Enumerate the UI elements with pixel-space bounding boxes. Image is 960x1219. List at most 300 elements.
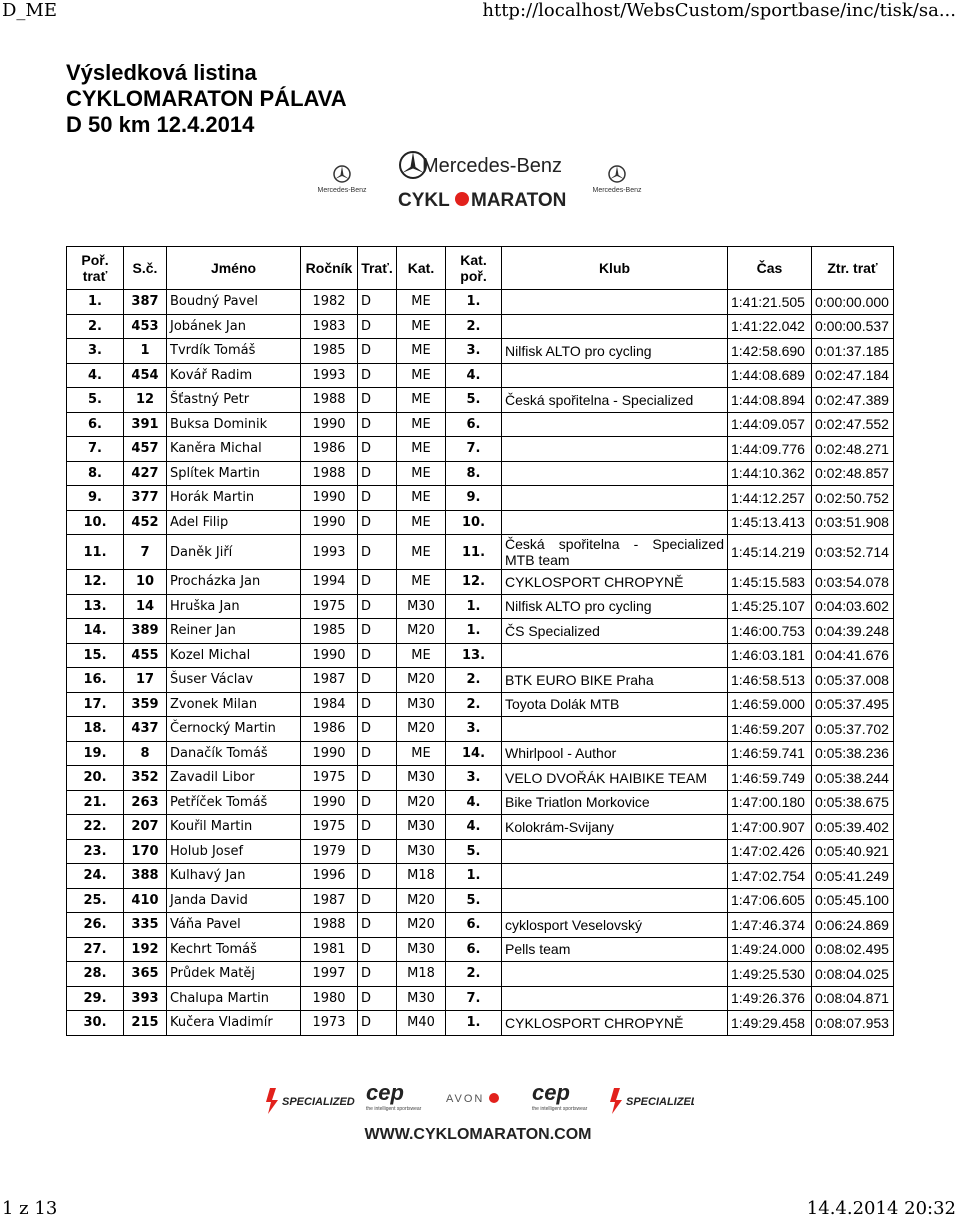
cell-por: 26.: [67, 913, 124, 938]
title-line-1: Výsledková listina: [66, 60, 257, 85]
mercedes-star-right-icon: [609, 166, 625, 182]
cell-sc: 192: [124, 937, 167, 962]
cell-trat: D: [358, 766, 397, 791]
cell-cas: 1:45:25.107: [728, 594, 812, 619]
cell-rocnik: 1975: [301, 594, 358, 619]
cell-katpor: 2.: [446, 314, 502, 339]
cell-cas: 1:44:08.894: [728, 388, 812, 413]
cell-kat: M20: [397, 717, 446, 742]
cell-trat: D: [358, 461, 397, 486]
cell-kat: ME: [397, 510, 446, 535]
cell-por: 10.: [67, 510, 124, 535]
cell-trat: D: [358, 986, 397, 1011]
cell-jmeno: Kouřil Martin: [167, 815, 301, 840]
table-row: [67, 486, 894, 511]
cell-katpor: 13.: [446, 643, 502, 668]
cell-jmeno: Šťastný Petr: [167, 388, 301, 413]
cell-klub: Česká spořitelna - Specialized: [502, 388, 728, 413]
cell-kat: M20: [397, 913, 446, 938]
cell-ztr: 0:08:02.495: [812, 937, 894, 962]
cell-sc: 10: [124, 570, 167, 595]
cell-ztr: 0:05:37.008: [812, 668, 894, 693]
cell-kat: M30: [397, 986, 446, 1011]
cell-klub: Česká spořitelna - Specialized MTB team: [502, 535, 728, 570]
cell-por: 16.: [67, 668, 124, 693]
cell-rocnik: 1988: [301, 913, 358, 938]
cell-jmeno: Daněk Jiří: [167, 535, 301, 570]
cell-rocnik: 1994: [301, 570, 358, 595]
cell-sc: 427: [124, 461, 167, 486]
cell-kat: M30: [397, 839, 446, 864]
cell-por: 18.: [67, 717, 124, 742]
col-header-trat: Trať.: [358, 247, 397, 290]
cell-ztr: 0:05:38.675: [812, 790, 894, 815]
table-row: [67, 962, 894, 987]
cell-jmeno: Horák Martin: [167, 486, 301, 511]
cell-jmeno: Šuser Václav: [167, 668, 301, 693]
table-row: [67, 815, 894, 840]
cell-katpor: 8.: [446, 461, 502, 486]
cell-cas: 1:46:00.753: [728, 619, 812, 644]
cell-klub: ČS Specialized: [502, 619, 728, 644]
avon-text: AVON: [446, 1093, 485, 1105]
cell-ztr: 0:03:51.908: [812, 510, 894, 535]
cell-kat: ME: [397, 363, 446, 388]
brand-left-text: Mercedes-Benz: [317, 187, 367, 194]
cell-trat: D: [358, 668, 397, 693]
table-row: [67, 986, 894, 1011]
cell-cas: 1:46:59.000: [728, 692, 812, 717]
cell-por: 11.: [67, 535, 124, 570]
cell-por: 30.: [67, 1011, 124, 1036]
cell-sc: 388: [124, 864, 167, 889]
cell-katpor: 9.: [446, 486, 502, 511]
cell-sc: 14: [124, 594, 167, 619]
cell-trat: D: [358, 290, 397, 315]
table-row: [67, 339, 894, 364]
cell-rocnik: 1975: [301, 766, 358, 791]
cell-jmeno: Petříček Tomáš: [167, 790, 301, 815]
cell-sc: 170: [124, 839, 167, 864]
cell-sc: 359: [124, 692, 167, 717]
cell-kat: ME: [397, 570, 446, 595]
cell-ztr: 0:00:00.537: [812, 314, 894, 339]
print-header-url: http://localhost/WebsCustom/sportbase/inc/tisk/sa...: [482, 0, 956, 21]
cell-ztr: 0:05:40.921: [812, 839, 894, 864]
cell-jmeno: Kaněra Michal: [167, 437, 301, 462]
cell-cas: 1:47:00.907: [728, 815, 812, 840]
table-row: [67, 717, 894, 742]
cell-jmeno: Tvrdík Tomáš: [167, 339, 301, 364]
cell-cas: 1:45:15.583: [728, 570, 812, 595]
cell-jmeno: Reiner Jan: [167, 619, 301, 644]
cell-kat: M18: [397, 962, 446, 987]
cell-cas: 1:44:10.362: [728, 461, 812, 486]
cell-kat: ME: [397, 412, 446, 437]
cell-ztr: 0:01:37.185: [812, 339, 894, 364]
cell-por: 1.: [67, 290, 124, 315]
table-row: [67, 741, 894, 766]
cell-cas: 1:45:14.219: [728, 535, 812, 570]
cell-cas: 1:47:06.605: [728, 888, 812, 913]
table-row: [67, 643, 894, 668]
cell-klub: [502, 363, 728, 388]
page-number: 1 z 13: [2, 1198, 58, 1219]
specialized-left-logo: [266, 1088, 355, 1114]
cell-ztr: 0:03:52.714: [812, 535, 894, 570]
cell-por: 14.: [67, 619, 124, 644]
cell-ztr: 0:02:48.271: [812, 437, 894, 462]
cell-katpor: 1.: [446, 1011, 502, 1036]
table-row: [67, 290, 894, 315]
table-row: [67, 570, 894, 595]
cell-por: 9.: [67, 486, 124, 511]
cell-katpor: 11.: [446, 535, 502, 570]
cell-trat: D: [358, 388, 397, 413]
cell-por: 3.: [67, 339, 124, 364]
cep-right-text: cep: [532, 1080, 570, 1105]
cell-klub: Nilfisk ALTO pro cycling: [502, 594, 728, 619]
cell-sc: 7: [124, 535, 167, 570]
table-row: [67, 535, 894, 570]
col-header-rocnik: Ročník: [301, 247, 358, 290]
cell-rocnik: 1990: [301, 486, 358, 511]
mercedes-star-left-icon: [334, 166, 350, 182]
cell-jmeno: Boudný Pavel: [167, 290, 301, 315]
cell-por: 5.: [67, 388, 124, 413]
cell-kat: M30: [397, 815, 446, 840]
col-header-katpor: Kat. poř.: [446, 247, 502, 290]
cell-katpor: 2.: [446, 962, 502, 987]
cell-katpor: 7.: [446, 986, 502, 1011]
cell-kat: ME: [397, 388, 446, 413]
table-row: [67, 314, 894, 339]
cell-sc: 410: [124, 888, 167, 913]
table-row: [67, 766, 894, 791]
cell-rocnik: 1987: [301, 888, 358, 913]
cell-trat: D: [358, 839, 397, 864]
cell-jmeno: Holub Josef: [167, 839, 301, 864]
cell-rocnik: 1973: [301, 1011, 358, 1036]
cell-trat: D: [358, 594, 397, 619]
cell-rocnik: 1983: [301, 314, 358, 339]
cell-trat: D: [358, 962, 397, 987]
cell-kat: M20: [397, 619, 446, 644]
cell-ztr: 0:04:41.676: [812, 643, 894, 668]
col-header-ztr: Ztr. trať: [812, 247, 894, 290]
cell-ztr: 0:05:45.100: [812, 888, 894, 913]
cell-sc: 391: [124, 412, 167, 437]
cell-rocnik: 1997: [301, 962, 358, 987]
cell-cas: 1:47:02.426: [728, 839, 812, 864]
cell-katpor: 7.: [446, 437, 502, 462]
cell-klub: [502, 412, 728, 437]
cell-kat: ME: [397, 437, 446, 462]
cep-right-tagline: the intelligent sportswear: [532, 1106, 588, 1112]
table-header-row: [67, 247, 894, 290]
cell-rocnik: 1987: [301, 668, 358, 693]
cell-cas: 1:41:21.505: [728, 290, 812, 315]
cell-por: 27.: [67, 937, 124, 962]
cell-por: 20.: [67, 766, 124, 791]
col-header-cas: Čas: [728, 247, 812, 290]
cell-trat: D: [358, 888, 397, 913]
cell-rocnik: 1990: [301, 412, 358, 437]
cell-sc: 17: [124, 668, 167, 693]
cell-ztr: 0:05:37.702: [812, 717, 894, 742]
cell-rocnik: 1993: [301, 363, 358, 388]
cell-sc: 393: [124, 986, 167, 1011]
cell-cas: 1:47:46.374: [728, 913, 812, 938]
cell-trat: D: [358, 570, 397, 595]
cell-cas: 1:49:26.376: [728, 986, 812, 1011]
cell-kat: M30: [397, 766, 446, 791]
table-row: [67, 668, 894, 693]
table-row: [67, 363, 894, 388]
results-table: [66, 246, 894, 1036]
cell-katpor: 3.: [446, 766, 502, 791]
cell-ztr: 0:05:41.249: [812, 864, 894, 889]
specialized-left-text: SPECIALIZED: [282, 1096, 355, 1108]
cell-rocnik: 1990: [301, 643, 358, 668]
cell-cas: 1:46:58.513: [728, 668, 812, 693]
cell-rocnik: 1990: [301, 741, 358, 766]
cell-sc: 389: [124, 619, 167, 644]
cell-kat: ME: [397, 643, 446, 668]
table-row: [67, 388, 894, 413]
cell-trat: D: [358, 937, 397, 962]
cell-ztr: 0:00:00.000: [812, 290, 894, 315]
table-row: [67, 510, 894, 535]
cell-jmeno: Kovář Radim: [167, 363, 301, 388]
cell-klub: Kolokrám-Svijany: [502, 815, 728, 840]
table-row: [67, 692, 894, 717]
cell-rocnik: 1986: [301, 437, 358, 462]
cell-jmeno: Kulhavý Jan: [167, 864, 301, 889]
cell-klub: Nilfisk ALTO pro cycling: [502, 339, 728, 364]
cell-ztr: 0:08:04.025: [812, 962, 894, 987]
col-header-por: Poř. trať: [67, 247, 124, 290]
cell-trat: D: [358, 741, 397, 766]
cell-ztr: 0:05:38.244: [812, 766, 894, 791]
cell-kat: ME: [397, 461, 446, 486]
cell-cas: 1:44:09.776: [728, 437, 812, 462]
cell-jmeno: Váňa Pavel: [167, 913, 301, 938]
cell-cas: 1:49:25.530: [728, 962, 812, 987]
cell-trat: D: [358, 412, 397, 437]
cell-jmeno: Průdek Matěj: [167, 962, 301, 987]
cell-jmeno: Adel Filip: [167, 510, 301, 535]
cep-left-tagline: the intelligent sportswear: [366, 1106, 422, 1112]
cell-trat: D: [358, 535, 397, 570]
cell-klub: Toyota Dolák MTB: [502, 692, 728, 717]
cell-sc: 263: [124, 790, 167, 815]
print-datetime: 14.4.2014 20:32: [806, 1198, 956, 1219]
table-row: [67, 839, 894, 864]
cell-cas: 1:46:59.749: [728, 766, 812, 791]
cell-trat: D: [358, 1011, 397, 1036]
cell-klub: [502, 643, 728, 668]
cell-sc: 455: [124, 643, 167, 668]
cell-sc: 452: [124, 510, 167, 535]
table-row: [67, 412, 894, 437]
cell-ztr: 0:02:50.752: [812, 486, 894, 511]
cell-ztr: 0:02:47.389: [812, 388, 894, 413]
cell-jmeno: Zavadil Libor: [167, 766, 301, 791]
cell-klub: [502, 314, 728, 339]
website-text: WWW.CYKLOMARATON.COM: [364, 1126, 592, 1143]
cell-katpor: 5.: [446, 388, 502, 413]
cell-rocnik: 1979: [301, 839, 358, 864]
cell-katpor: 2.: [446, 668, 502, 693]
cell-katpor: 1.: [446, 594, 502, 619]
cell-cas: 1:49:24.000: [728, 937, 812, 962]
cell-sc: 335: [124, 913, 167, 938]
cell-klub: Pells team: [502, 937, 728, 962]
col-header-jmeno: Jméno: [167, 247, 301, 290]
cell-ztr: 0:05:37.495: [812, 692, 894, 717]
cell-jmeno: Kechrt Tomáš: [167, 937, 301, 962]
cell-por: 22.: [67, 815, 124, 840]
title-line-2: CYKLOMARATON PÁLAVA: [66, 86, 347, 111]
cell-cas: 1:46:59.207: [728, 717, 812, 742]
cell-kat: M30: [397, 692, 446, 717]
results-body: [67, 290, 894, 1036]
cell-cas: 1:44:08.689: [728, 363, 812, 388]
cell-katpor: 4.: [446, 363, 502, 388]
cell-trat: D: [358, 643, 397, 668]
cell-katpor: 12.: [446, 570, 502, 595]
cell-cas: 1:44:12.257: [728, 486, 812, 511]
cell-sc: 12: [124, 388, 167, 413]
cell-sc: 437: [124, 717, 167, 742]
cell-cas: 1:41:22.042: [728, 314, 812, 339]
cell-klub: [502, 461, 728, 486]
cell-por: 8.: [67, 461, 124, 486]
cell-klub: [502, 437, 728, 462]
cell-por: 13.: [67, 594, 124, 619]
cell-cas: 1:49:29.458: [728, 1011, 812, 1036]
event-banner: [312, 146, 648, 212]
cell-por: 23.: [67, 839, 124, 864]
cell-sc: 365: [124, 962, 167, 987]
cell-klub: [502, 290, 728, 315]
cell-klub: [502, 486, 728, 511]
brand-right-text: Mercedes-Benz: [592, 187, 642, 194]
cell-por: 28.: [67, 962, 124, 987]
cell-klub: cyklosport Veselovský: [502, 913, 728, 938]
col-header-sc: S.č.: [124, 247, 167, 290]
cell-trat: D: [358, 913, 397, 938]
cell-katpor: 14.: [446, 741, 502, 766]
cell-klub: [502, 986, 728, 1011]
cell-trat: D: [358, 314, 397, 339]
cell-katpor: 6.: [446, 913, 502, 938]
cell-sc: 215: [124, 1011, 167, 1036]
cell-por: 21.: [67, 790, 124, 815]
cell-sc: 457: [124, 437, 167, 462]
cell-cas: 1:42:58.690: [728, 339, 812, 364]
cell-rocnik: 1984: [301, 692, 358, 717]
cell-ztr: 0:03:54.078: [812, 570, 894, 595]
cell-rocnik: 1988: [301, 461, 358, 486]
cell-cas: 1:44:09.057: [728, 412, 812, 437]
cell-cas: 1:47:02.754: [728, 864, 812, 889]
cell-ztr: 0:05:39.402: [812, 815, 894, 840]
cell-kat: ME: [397, 290, 446, 315]
cell-klub: [502, 510, 728, 535]
cell-katpor: 10.: [446, 510, 502, 535]
cell-klub: CYKLOSPORT CHROPYNĚ: [502, 1011, 728, 1036]
cell-jmeno: Černocký Martin: [167, 717, 301, 742]
cell-ztr: 0:04:39.248: [812, 619, 894, 644]
cell-katpor: 4.: [446, 815, 502, 840]
cell-jmeno: Zvonek Milan: [167, 692, 301, 717]
cell-katpor: 1.: [446, 864, 502, 889]
cell-katpor: 1.: [446, 290, 502, 315]
cell-jmeno: Kozel Michal: [167, 643, 301, 668]
cep-left-logo: [366, 1080, 422, 1112]
table-row: [67, 461, 894, 486]
cell-kat: ME: [397, 314, 446, 339]
cell-trat: D: [358, 790, 397, 815]
cell-katpor: 1.: [446, 619, 502, 644]
cell-kat: M20: [397, 668, 446, 693]
banner-logo: [312, 146, 648, 212]
event-logo-pre: CYKL: [398, 190, 450, 211]
cell-ztr: 0:02:47.184: [812, 363, 894, 388]
sponsor-logos: [262, 1076, 694, 1146]
cell-trat: D: [358, 815, 397, 840]
cell-trat: D: [358, 864, 397, 889]
table-row: [67, 790, 894, 815]
cell-klub: [502, 888, 728, 913]
cell-por: 24.: [67, 864, 124, 889]
print-header: [0, 0, 960, 26]
cell-por: 7.: [67, 437, 124, 462]
cell-sc: 1: [124, 339, 167, 364]
cell-kat: ME: [397, 486, 446, 511]
cell-rocnik: 1980: [301, 986, 358, 1011]
cell-por: 15.: [67, 643, 124, 668]
cell-katpor: 5.: [446, 888, 502, 913]
cell-cas: 1:46:03.181: [728, 643, 812, 668]
cell-ztr: 0:08:04.871: [812, 986, 894, 1011]
cell-jmeno: Procházka Jan: [167, 570, 301, 595]
cell-rocnik: 1988: [301, 388, 358, 413]
cell-klub: [502, 962, 728, 987]
cell-katpor: 5.: [446, 839, 502, 864]
cell-ztr: 0:02:48.857: [812, 461, 894, 486]
cell-ztr: 0:05:38.236: [812, 741, 894, 766]
table-row: [67, 619, 894, 644]
cell-klub: BTK EURO BIKE Praha: [502, 668, 728, 693]
cell-rocnik: 1990: [301, 790, 358, 815]
cell-jmeno: Buksa Dominik: [167, 412, 301, 437]
sponsor-strip: [262, 1076, 694, 1146]
cell-klub: VELO DVOŘÁK HAIBIKE TEAM: [502, 766, 728, 791]
cell-jmeno: Jobánek Jan: [167, 314, 301, 339]
cell-jmeno: Chalupa Martin: [167, 986, 301, 1011]
cell-katpor: 6.: [446, 412, 502, 437]
cell-jmeno: Hruška Jan: [167, 594, 301, 619]
cell-ztr: 0:06:24.869: [812, 913, 894, 938]
cell-sc: 377: [124, 486, 167, 511]
cell-por: 17.: [67, 692, 124, 717]
event-logo-o-icon: [455, 192, 469, 206]
cell-klub: CYKLOSPORT CHROPYNĚ: [502, 570, 728, 595]
cell-klub: [502, 717, 728, 742]
